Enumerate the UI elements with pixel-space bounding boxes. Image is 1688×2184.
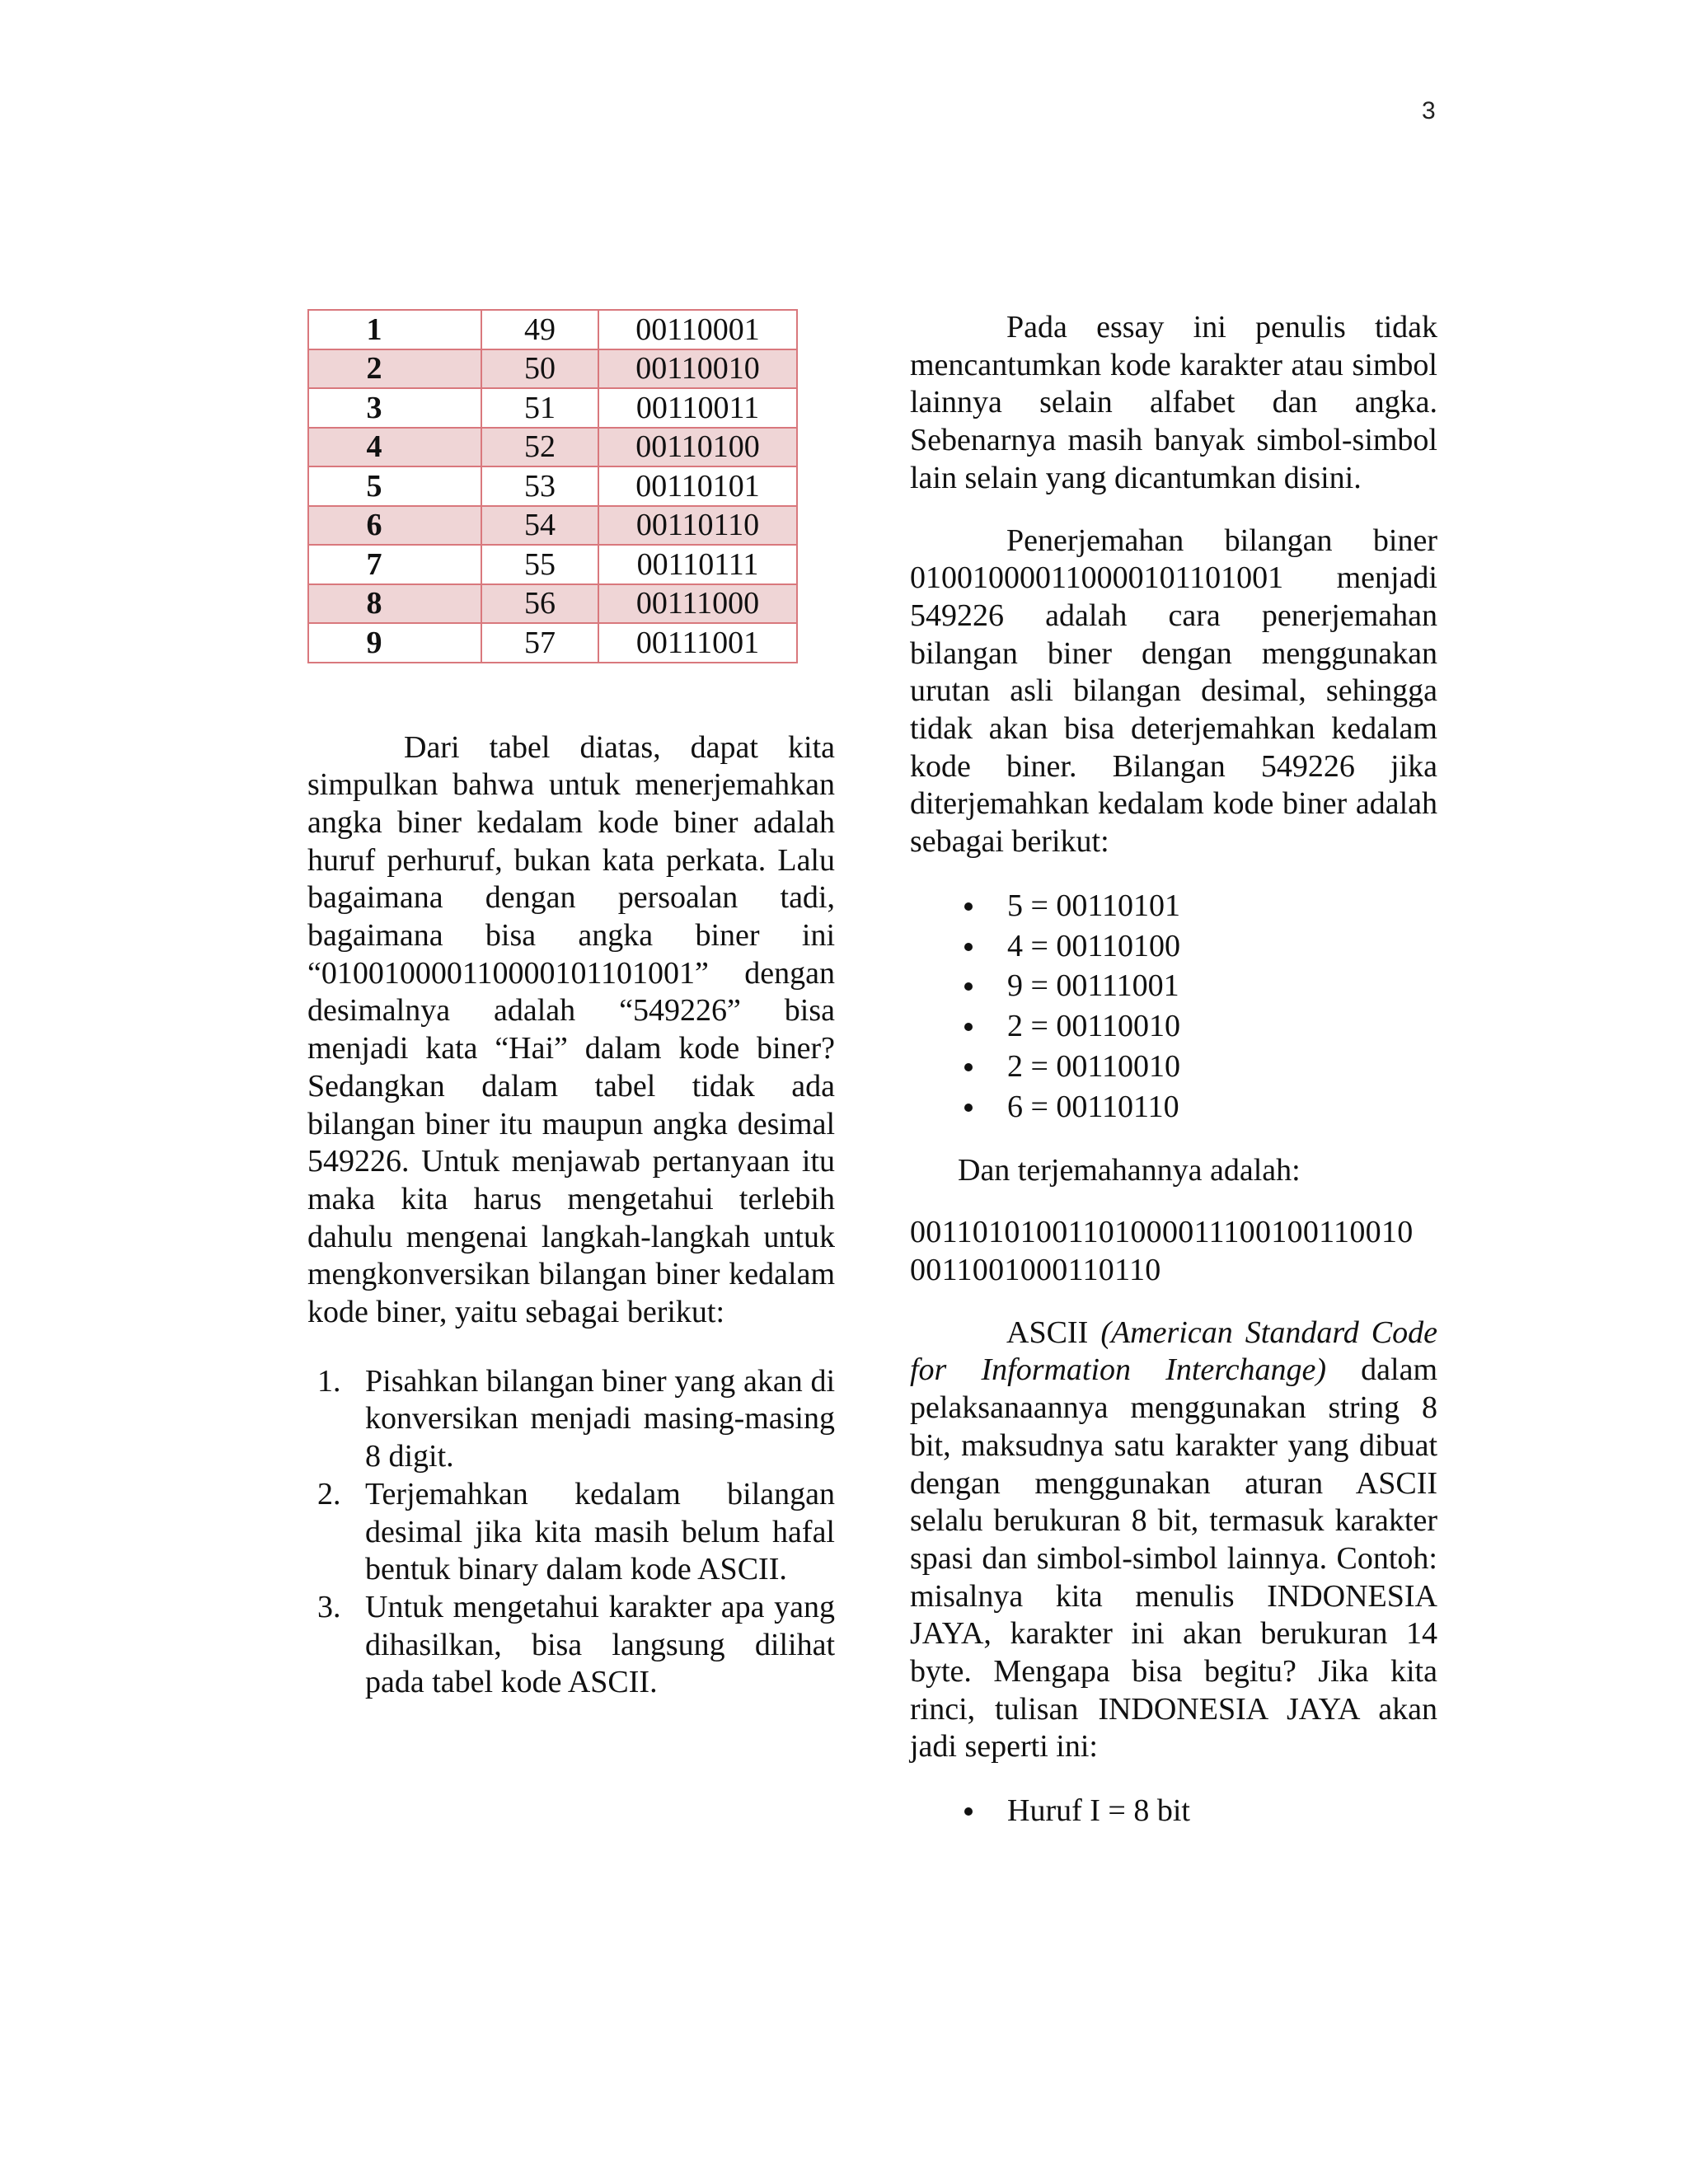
binary-cell: 00111001 (598, 623, 797, 663)
list-item: 2 = 00110010 (910, 1006, 1437, 1047)
table-row (308, 310, 797, 349)
char-cell: 2 (308, 349, 481, 389)
table-row (308, 388, 797, 428)
decimal-cell: 54 (481, 506, 598, 546)
step-text: Pisahkan bilangan biner yang akan di konversikan menjadi masing-masing 8 digit. (365, 1363, 835, 1474)
bullet-icon (964, 1807, 973, 1816)
left-paragraph: Dari tabel diatas, dapat kita simpulkan bahwa untuk menerjemahkan angka biner kedalam kode biner adalah huruf perhuruf, bukan kata perkata. Lalu bagaimana dengan persoalan tadi, bagaimana bisa angka biner ini “010010000110000101101001” dengan desimalnya adalah “549226” bisa menjadi kata “Hai” dalam kode biner? Sedangkan dalam tabel tidak ada bilangan biner itu maupun angka desimal 549226. Untuk menjawab pertanyaan itu maka kita harus mengetahui terlebih dahulu mengenai langkah-langkah untuk mengkonversikan bilangan biner kedalam kode biner, yaitu sebagai berikut: (307, 729, 835, 1330)
list-item: 9 = 00111001 (910, 966, 1437, 1006)
binary-cell: 00110010 (598, 349, 797, 389)
binary-cell: 00110111 (598, 545, 797, 584)
list-item: Huruf I = 8 bit (910, 1791, 1437, 1831)
binary-cell: 00110011 (598, 388, 797, 428)
bullet-icon (964, 1104, 973, 1112)
table-row (308, 349, 797, 389)
translation-intro: Dan terjemahannya adalah: (958, 1152, 1301, 1188)
bullet-icon (964, 1023, 973, 1031)
character-size-list (910, 1791, 1437, 1831)
table-row (308, 466, 797, 506)
char-cell: 3 (308, 388, 481, 428)
decimal-cell: 50 (481, 349, 598, 389)
char-cell: 4 (308, 428, 481, 467)
decimal-cell: 56 (481, 584, 598, 624)
bullet-icon (964, 1063, 973, 1071)
ascii-lead: ASCII (1006, 1315, 1089, 1350)
step-number: 3. (317, 1589, 341, 1624)
list-item: 4 = 00110100 (910, 926, 1437, 967)
ascii-table (307, 309, 798, 663)
char-cell: 8 (308, 584, 481, 624)
ascii-paragraph (910, 1315, 1437, 1766)
step-text: Untuk mengetahui karakter apa yang dihasilkan, bisa langsung dilihat pada tabel kode ASCII. (365, 1589, 835, 1700)
list-item: 2 = 00110010 (910, 1047, 1437, 1087)
translation-binary-line-2: 0011001000110110 (910, 1253, 1161, 1288)
decimal-cell: 53 (481, 466, 598, 506)
bullet-icon (964, 943, 973, 951)
binary-cell: 00111000 (598, 584, 797, 624)
binary-cell: 00110001 (598, 310, 797, 349)
list-item: 6 = 00110110 (910, 1087, 1437, 1127)
char-cell: 9 (308, 623, 481, 663)
char-cell: 5 (308, 466, 481, 506)
char-cell: 7 (308, 545, 481, 584)
step-item (307, 1476, 835, 1589)
conversion-steps (307, 1363, 835, 1702)
decimal-cell: 55 (481, 545, 598, 584)
decimal-cell: 51 (481, 388, 598, 428)
step-item (307, 1589, 835, 1702)
step-text: Terjemahkan kedalam bilangan desimal jika kita masih belum hafal bentuk binary dalam kode ASCII. (365, 1476, 835, 1587)
table-row (308, 584, 797, 624)
list-item: 5 = 00110101 (910, 886, 1437, 926)
step-number: 1. (317, 1363, 341, 1399)
bullet-icon (964, 902, 973, 911)
decimal-cell: 57 (481, 623, 598, 663)
table-row (308, 545, 797, 584)
bullet-icon (964, 982, 973, 991)
step-item (307, 1363, 835, 1476)
binary-cell: 00110110 (598, 506, 797, 546)
table-row (308, 506, 797, 546)
ascii-description: dalam pelaksanaannya menggunakan string 8 bit, maksudnya satu karakter yang dibuat dengan menggunakan aturan ASCII selalu berukuran 8 bit, termasuk karakter spasi dan simbol-simbol lainnya. Contoh: misalnya kita menulis INDONESIA JAYA, karakter ini akan berukuran 14 byte. Mengapa bisa begitu? Jika kita rinci, tulisan INDONESIA JAYA akan jadi seperti ini: (910, 1352, 1438, 1765)
decimal-cell: 52 (481, 428, 598, 467)
table-row (308, 428, 797, 467)
char-cell: 1 (308, 310, 481, 349)
decimal-cell: 49 (481, 310, 598, 349)
left-column (307, 309, 835, 1702)
table-row (308, 623, 797, 663)
binary-cell: 00110100 (598, 428, 797, 467)
translation-binary-line-1: 00110101001101000011100100110010 (910, 1215, 1414, 1250)
essay-note-paragraph: Pada essay ini penulis tidak mencantumkan kode karakter atau simbol lainnya selain alfabet dan angka. Sebenarnya masih banyak simbol-simbol lain selain yang dicantumkan disini. (910, 310, 1437, 495)
ascii-expansion: (American Standard Code for Information Interchange) (910, 1315, 1437, 1388)
page-number: 3 (1422, 97, 1436, 124)
digit-binary-list (910, 886, 1437, 1127)
step-number: 2. (317, 1476, 341, 1511)
binary-cell: 00110101 (598, 466, 797, 506)
right-column (910, 309, 1437, 1831)
char-cell: 6 (308, 506, 481, 546)
translation-method-paragraph: Penerjemahan bilangan biner 010010000110000101101001 menjadi 549226 adalah cara penerjemahan bilangan biner dengan menggunakan urutan asli bilangan desimal, sehingga tidak akan bisa deterjemahkan kedalam kode biner. Bilangan 549226 jika diterjemahkan kedalam kode biner adalah sebagai berikut: (910, 523, 1437, 860)
